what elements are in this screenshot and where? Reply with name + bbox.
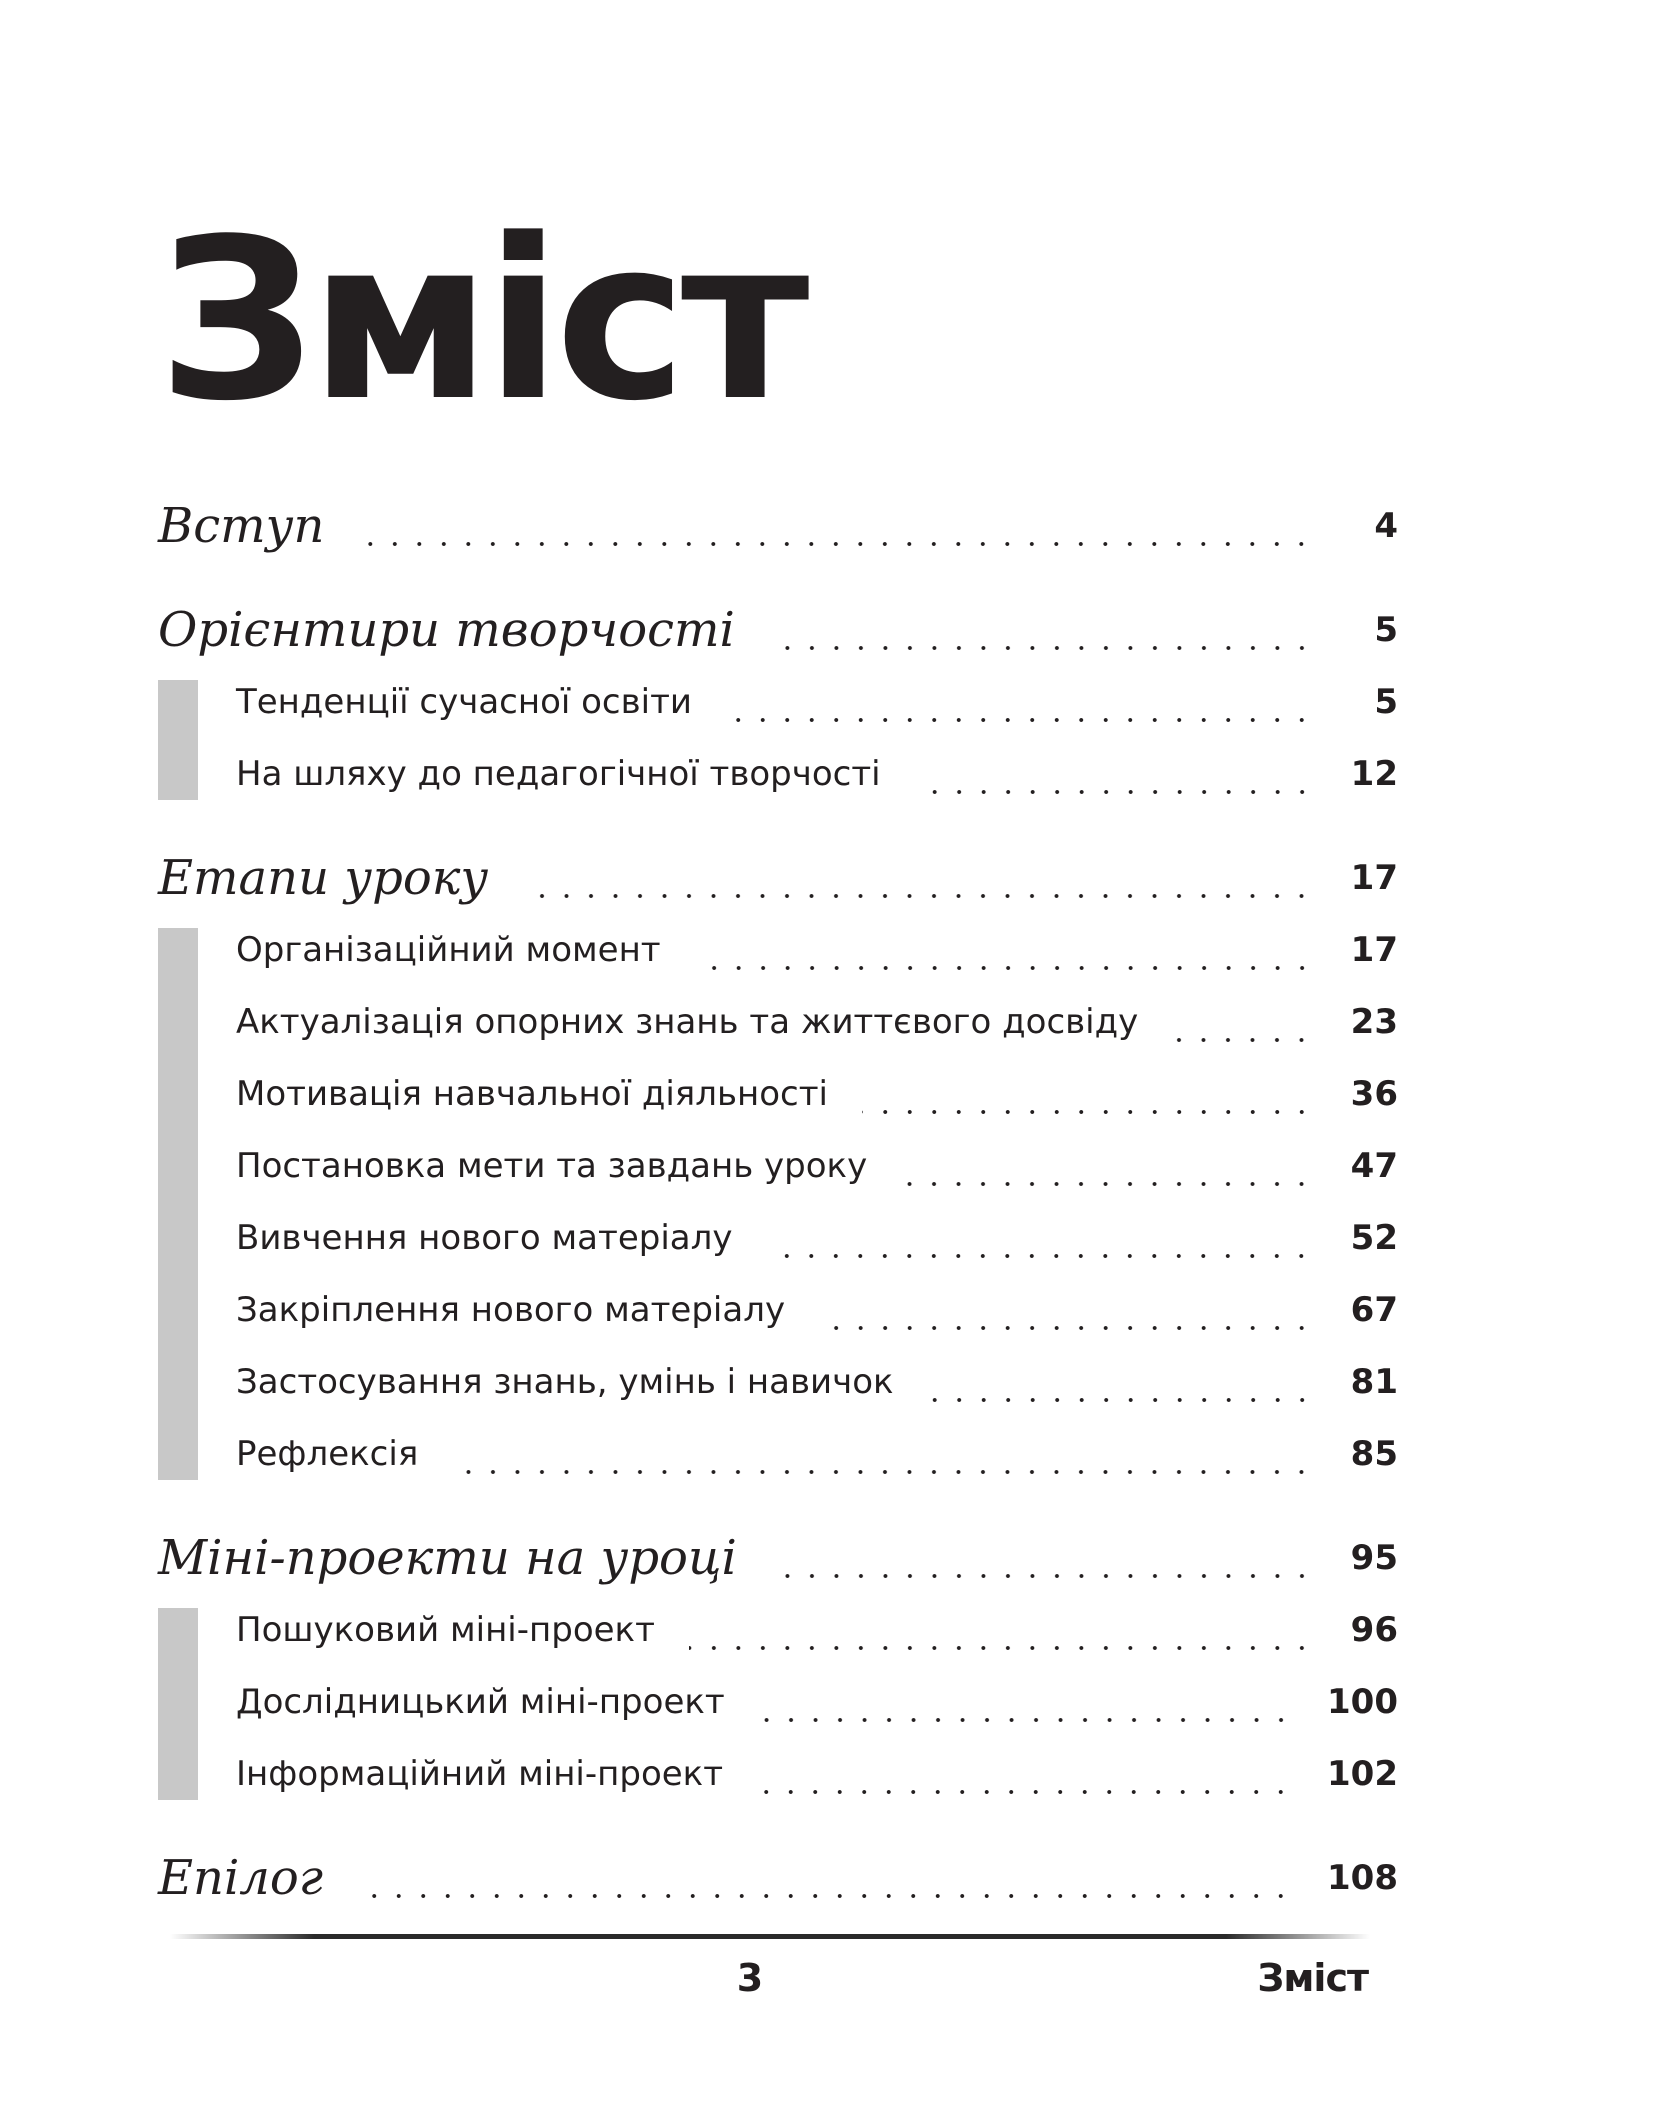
toc-page-number: 5 [1374,682,1398,722]
dot-leader [819,1292,1314,1332]
dot-leader [522,860,1314,900]
toc-page-number: 100 [1327,1682,1398,1722]
toc-subsection-title: Актуалізація опорних знань та життєвого досвіду [236,1002,1139,1042]
subsection-marker-bar [158,1608,198,1800]
toc-subsection-entry[interactable] [158,666,1398,738]
table-of-contents [158,490,1398,1914]
dot-leader [358,508,1314,548]
toc-page-number: 108 [1327,1858,1398,1898]
toc-subsection-entry[interactable] [158,1666,1398,1738]
dot-leader [757,1756,1293,1796]
subsection-marker-bar [158,928,198,1480]
dot-leader [766,1220,1314,1260]
toc-page-number: 52 [1350,1218,1398,1258]
toc-subsection-title: Дослідницький міні-проект [236,1682,725,1722]
dot-leader [1172,1004,1314,1044]
toc-subsection-title: Постановка мети та завдань уроку [236,1146,868,1186]
toc-subsection-entry[interactable] [158,1130,1398,1202]
dot-leader [689,1612,1314,1652]
toc-subsection-entry[interactable] [158,1738,1398,1810]
subsection-marker-bar [158,680,198,800]
toc-subsection-entry[interactable] [158,1594,1398,1666]
toc-subsection-title: Пошуковий міні-проект [236,1610,655,1650]
toc-subsection-title: Застосування знань, умінь і навичок [236,1362,894,1402]
dot-leader [901,1148,1314,1188]
dot-leader [726,684,1314,724]
toc-page-number: 102 [1327,1754,1398,1794]
dot-leader [452,1436,1314,1476]
toc-page-number: 81 [1350,1362,1398,1402]
toc-page-number: 12 [1350,754,1398,794]
toc-subsection-entry[interactable] [158,1202,1398,1274]
toc-page-number: 23 [1350,1002,1398,1042]
toc-page-number: 17 [1350,930,1398,970]
toc-subsection-entry[interactable] [158,738,1398,810]
toc-page-number: 4 [1374,506,1398,546]
toc-section [158,594,1398,810]
toc-page-number: 47 [1350,1146,1398,1186]
toc-subsection-entry[interactable] [158,1274,1398,1346]
toc-page-number: 5 [1374,610,1398,650]
toc-page-number: 95 [1350,1538,1398,1578]
toc-section-entry[interactable] [158,490,1398,562]
toc-section [158,490,1398,562]
footer-running-title: Зміст [1257,1956,1368,2000]
toc-subsection-title: Рефлексія [236,1434,419,1474]
dot-leader [771,1540,1314,1580]
toc-subsection-entry[interactable] [158,914,1398,986]
toc-section-title: Етапи уроку [158,850,489,906]
page-title: Зміст [158,192,804,450]
toc-page-number: 17 [1350,858,1398,898]
toc-section-title: Епілог [158,1850,324,1906]
footer-divider [170,1934,1370,1939]
toc-page-number: 85 [1350,1434,1398,1474]
toc-page-number: 36 [1350,1074,1398,1114]
toc-section-entry[interactable] [158,842,1398,914]
dot-leader [915,756,1314,796]
toc-subsection-entry[interactable] [158,986,1398,1058]
toc-subsection-entry[interactable] [158,1418,1398,1490]
toc-section-entry[interactable] [158,1842,1398,1914]
toc-section [158,842,1398,1490]
toc-subsection-entry[interactable] [158,1346,1398,1418]
dot-leader [357,1860,1293,1900]
toc-subsection-group [158,666,1398,810]
toc-subsection-title: На шляху до педагогічної творчості [236,754,881,794]
toc-section-title: Вступ [158,498,325,554]
dot-leader [759,1684,1293,1724]
toc-subsection-title: Інформаційний міні-проект [236,1754,724,1794]
toc-page-number: 67 [1350,1290,1398,1330]
toc-section-entry[interactable] [158,1522,1398,1594]
toc-subsection-title: Організаційний момент [236,930,661,970]
toc-subsection-title: Вивчення нового матеріалу [236,1218,733,1258]
toc-subsection-title: Тенденції сучасної освіти [236,682,693,722]
toc-subsection-title: Закріплення нового матеріалу [236,1290,786,1330]
dot-leader [769,612,1314,652]
toc-section [158,1522,1398,1810]
toc-subsection-group [158,1594,1398,1810]
toc-page-number: 96 [1350,1610,1398,1650]
toc-section-title: Орієнтири творчості [158,602,735,658]
toc-subsection-title: Мотивація навчальної діяльності [236,1074,828,1114]
dot-leader [862,1076,1314,1116]
toc-section [158,1842,1398,1914]
footer-page-number: 3 [736,1956,764,2000]
dot-leader [928,1364,1314,1404]
dot-leader [695,932,1314,972]
toc-section-entry[interactable] [158,594,1398,666]
toc-subsection-group [158,914,1398,1490]
toc-subsection-entry[interactable] [158,1058,1398,1130]
toc-section-title: Міні-проекти на уроці [158,1530,737,1586]
